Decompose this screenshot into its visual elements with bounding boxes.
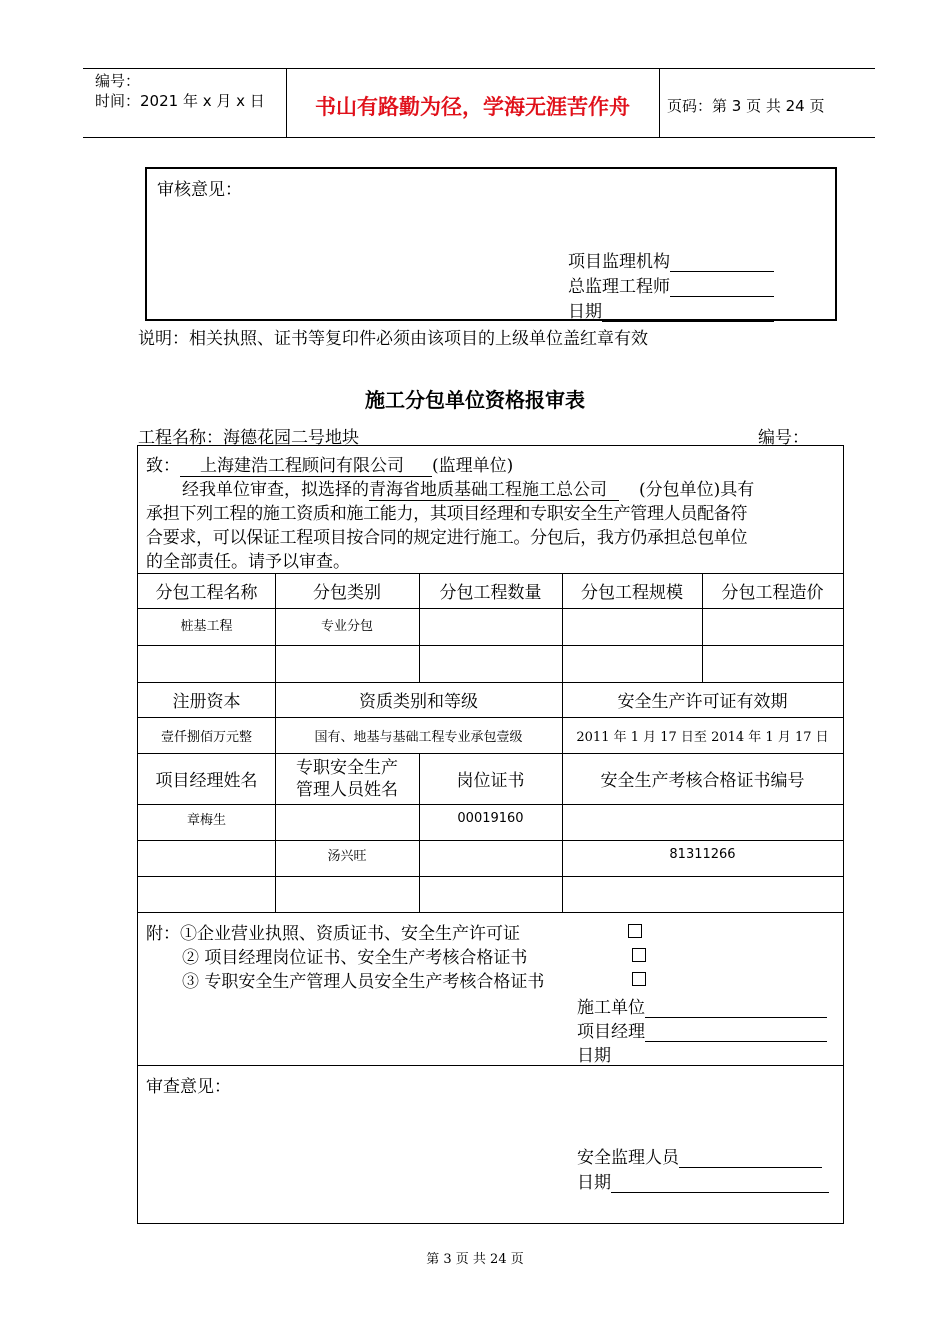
date-label: 日期 xyxy=(577,1046,611,1066)
attach-text: ①企业营业执照、资质证书、安全生产许可证 xyxy=(180,924,520,944)
cell-license-period: 2011 年 1 月 17 日至 2014 年 1 月 17 日 xyxy=(576,729,829,745)
signature-line[interactable] xyxy=(645,1023,827,1042)
signature-line[interactable] xyxy=(679,1149,822,1168)
col-header-post-cert: 岗位证书 xyxy=(456,771,525,791)
col-header-subproject: 分包工程名称 xyxy=(155,583,258,603)
subcontractor-name: 青海省地质基础工程施工总公司 xyxy=(369,480,619,501)
attach-checkbox[interactable] xyxy=(632,948,646,962)
page-header xyxy=(83,68,875,138)
header-motto: 书山有路勤为径，学海无涯苦作舟 xyxy=(315,95,630,119)
supervisor-unit: 上海建浩工程顾问有限公司 xyxy=(180,456,432,477)
header-meta xyxy=(95,71,265,111)
form-number-label: 编号： xyxy=(758,428,809,448)
review-org-label: 项目监理机构 xyxy=(568,252,670,272)
review-org-line xyxy=(568,247,774,272)
header-number: 编号： xyxy=(95,72,141,90)
review-opinion-title: 审查意见： xyxy=(146,1077,231,1097)
review-date-label: 日期 xyxy=(568,302,602,322)
attach-date-line xyxy=(577,1041,829,1066)
col-header-cost: 分包工程造价 xyxy=(721,583,824,603)
body-text: 经我单位审查，拟选择的 xyxy=(182,480,369,500)
attach-line-2: ② 项目经理岗位证书、安全生产考核合格证书 xyxy=(182,948,528,968)
body-text: (分包单位)具有 xyxy=(639,480,755,500)
project-name: 工程名称：海德花园二号地块 xyxy=(138,428,359,448)
header-time: 时间：2021 年 x 月 x 日 xyxy=(95,92,265,110)
form-title: 施工分包单位资格报审表 xyxy=(365,388,585,412)
attach-prefix: 附： xyxy=(146,924,180,944)
body-line-3: 合要求，可以保证工程项目按合同的规定进行施工。分包后，我方仍承担总包单位 xyxy=(146,528,748,548)
cell-manager-name: 章梅生 xyxy=(186,812,226,828)
col-header-scale: 分包工程规模 xyxy=(581,583,683,603)
date-label: 日期 xyxy=(577,1173,611,1193)
attach-line-3: ③ 专职安全生产管理人员安全生产考核合格证书 xyxy=(182,972,545,992)
review-engineer-line xyxy=(568,272,774,297)
col-header-capital: 注册资本 xyxy=(172,692,241,712)
signature-line[interactable] xyxy=(611,1174,829,1193)
cell-capital: 壹仟捌佰万元整 xyxy=(160,729,252,745)
page-footer: 第 3 页 共 24 页 xyxy=(426,1252,524,1267)
col-header-license-period: 安全生产许可证有效期 xyxy=(617,692,788,712)
unit-label: 施工单位 xyxy=(577,998,645,1018)
note-text: 说明：相关执照、证书等复印件必须由该项目的上级单位盖红章有效 xyxy=(138,329,648,349)
qualification-table xyxy=(137,445,844,1224)
cell-safety-cert: 81311266 xyxy=(669,846,736,862)
col-header-safety-cert: 安全生产考核合格证书编号 xyxy=(600,771,805,791)
cell-manager-cert: 00019160 xyxy=(457,810,524,826)
to-prefix: 致： xyxy=(146,456,180,476)
signature-line[interactable] xyxy=(611,1047,829,1066)
attach-checkbox[interactable] xyxy=(628,924,642,938)
review-date-line xyxy=(568,297,774,322)
col-header-category: 分包类别 xyxy=(313,583,381,603)
pm-sign-line xyxy=(577,1017,827,1042)
pm-label: 项目经理 xyxy=(577,1022,645,1042)
attach-checkbox[interactable] xyxy=(632,972,646,986)
safety-staff-sign-line xyxy=(577,1143,822,1168)
review-title: 审核意见： xyxy=(157,180,242,200)
recipient-line xyxy=(146,451,513,476)
body-line-2: 承担下列工程的施工资质和施工能力，其项目经理和专职安全生产管理人员配备符 xyxy=(146,504,748,524)
header-text: 管理人员姓名 xyxy=(296,779,398,800)
header-text: 专职安全生产 xyxy=(296,757,398,778)
review-date-line-2 xyxy=(577,1168,829,1193)
attach-line-1 xyxy=(146,919,520,944)
body-line-1 xyxy=(182,475,754,500)
header-page-number: 页码：第 3 页 共 24 页 xyxy=(667,97,825,115)
col-header-safety-staff xyxy=(275,753,419,804)
col-header-quantity: 分包工程数量 xyxy=(439,583,542,603)
cell-subproject: 桩基工程 xyxy=(180,618,233,634)
cell-category: 专业分包 xyxy=(320,618,373,634)
to-suffix: (监理单位) xyxy=(432,456,514,476)
cell-safety-name: 汤兴旺 xyxy=(327,848,367,864)
signature-line[interactable] xyxy=(602,303,774,322)
safety-staff-label: 安全监理人员 xyxy=(577,1148,679,1168)
body-line-4: 的全部责任。请予以审查。 xyxy=(146,552,350,572)
cell-qualification: 国有、地基与基础工程专业承包壹级 xyxy=(314,729,523,745)
unit-sign-line xyxy=(577,993,827,1018)
signature-line[interactable] xyxy=(670,278,774,297)
col-header-manager: 项目经理姓名 xyxy=(155,771,258,791)
review-engineer-label: 总监理工程师 xyxy=(568,277,670,297)
col-header-qualification: 资质类别和等级 xyxy=(359,692,478,712)
signature-line[interactable] xyxy=(670,253,774,272)
review-box xyxy=(145,167,837,321)
signature-line[interactable] xyxy=(645,999,827,1018)
